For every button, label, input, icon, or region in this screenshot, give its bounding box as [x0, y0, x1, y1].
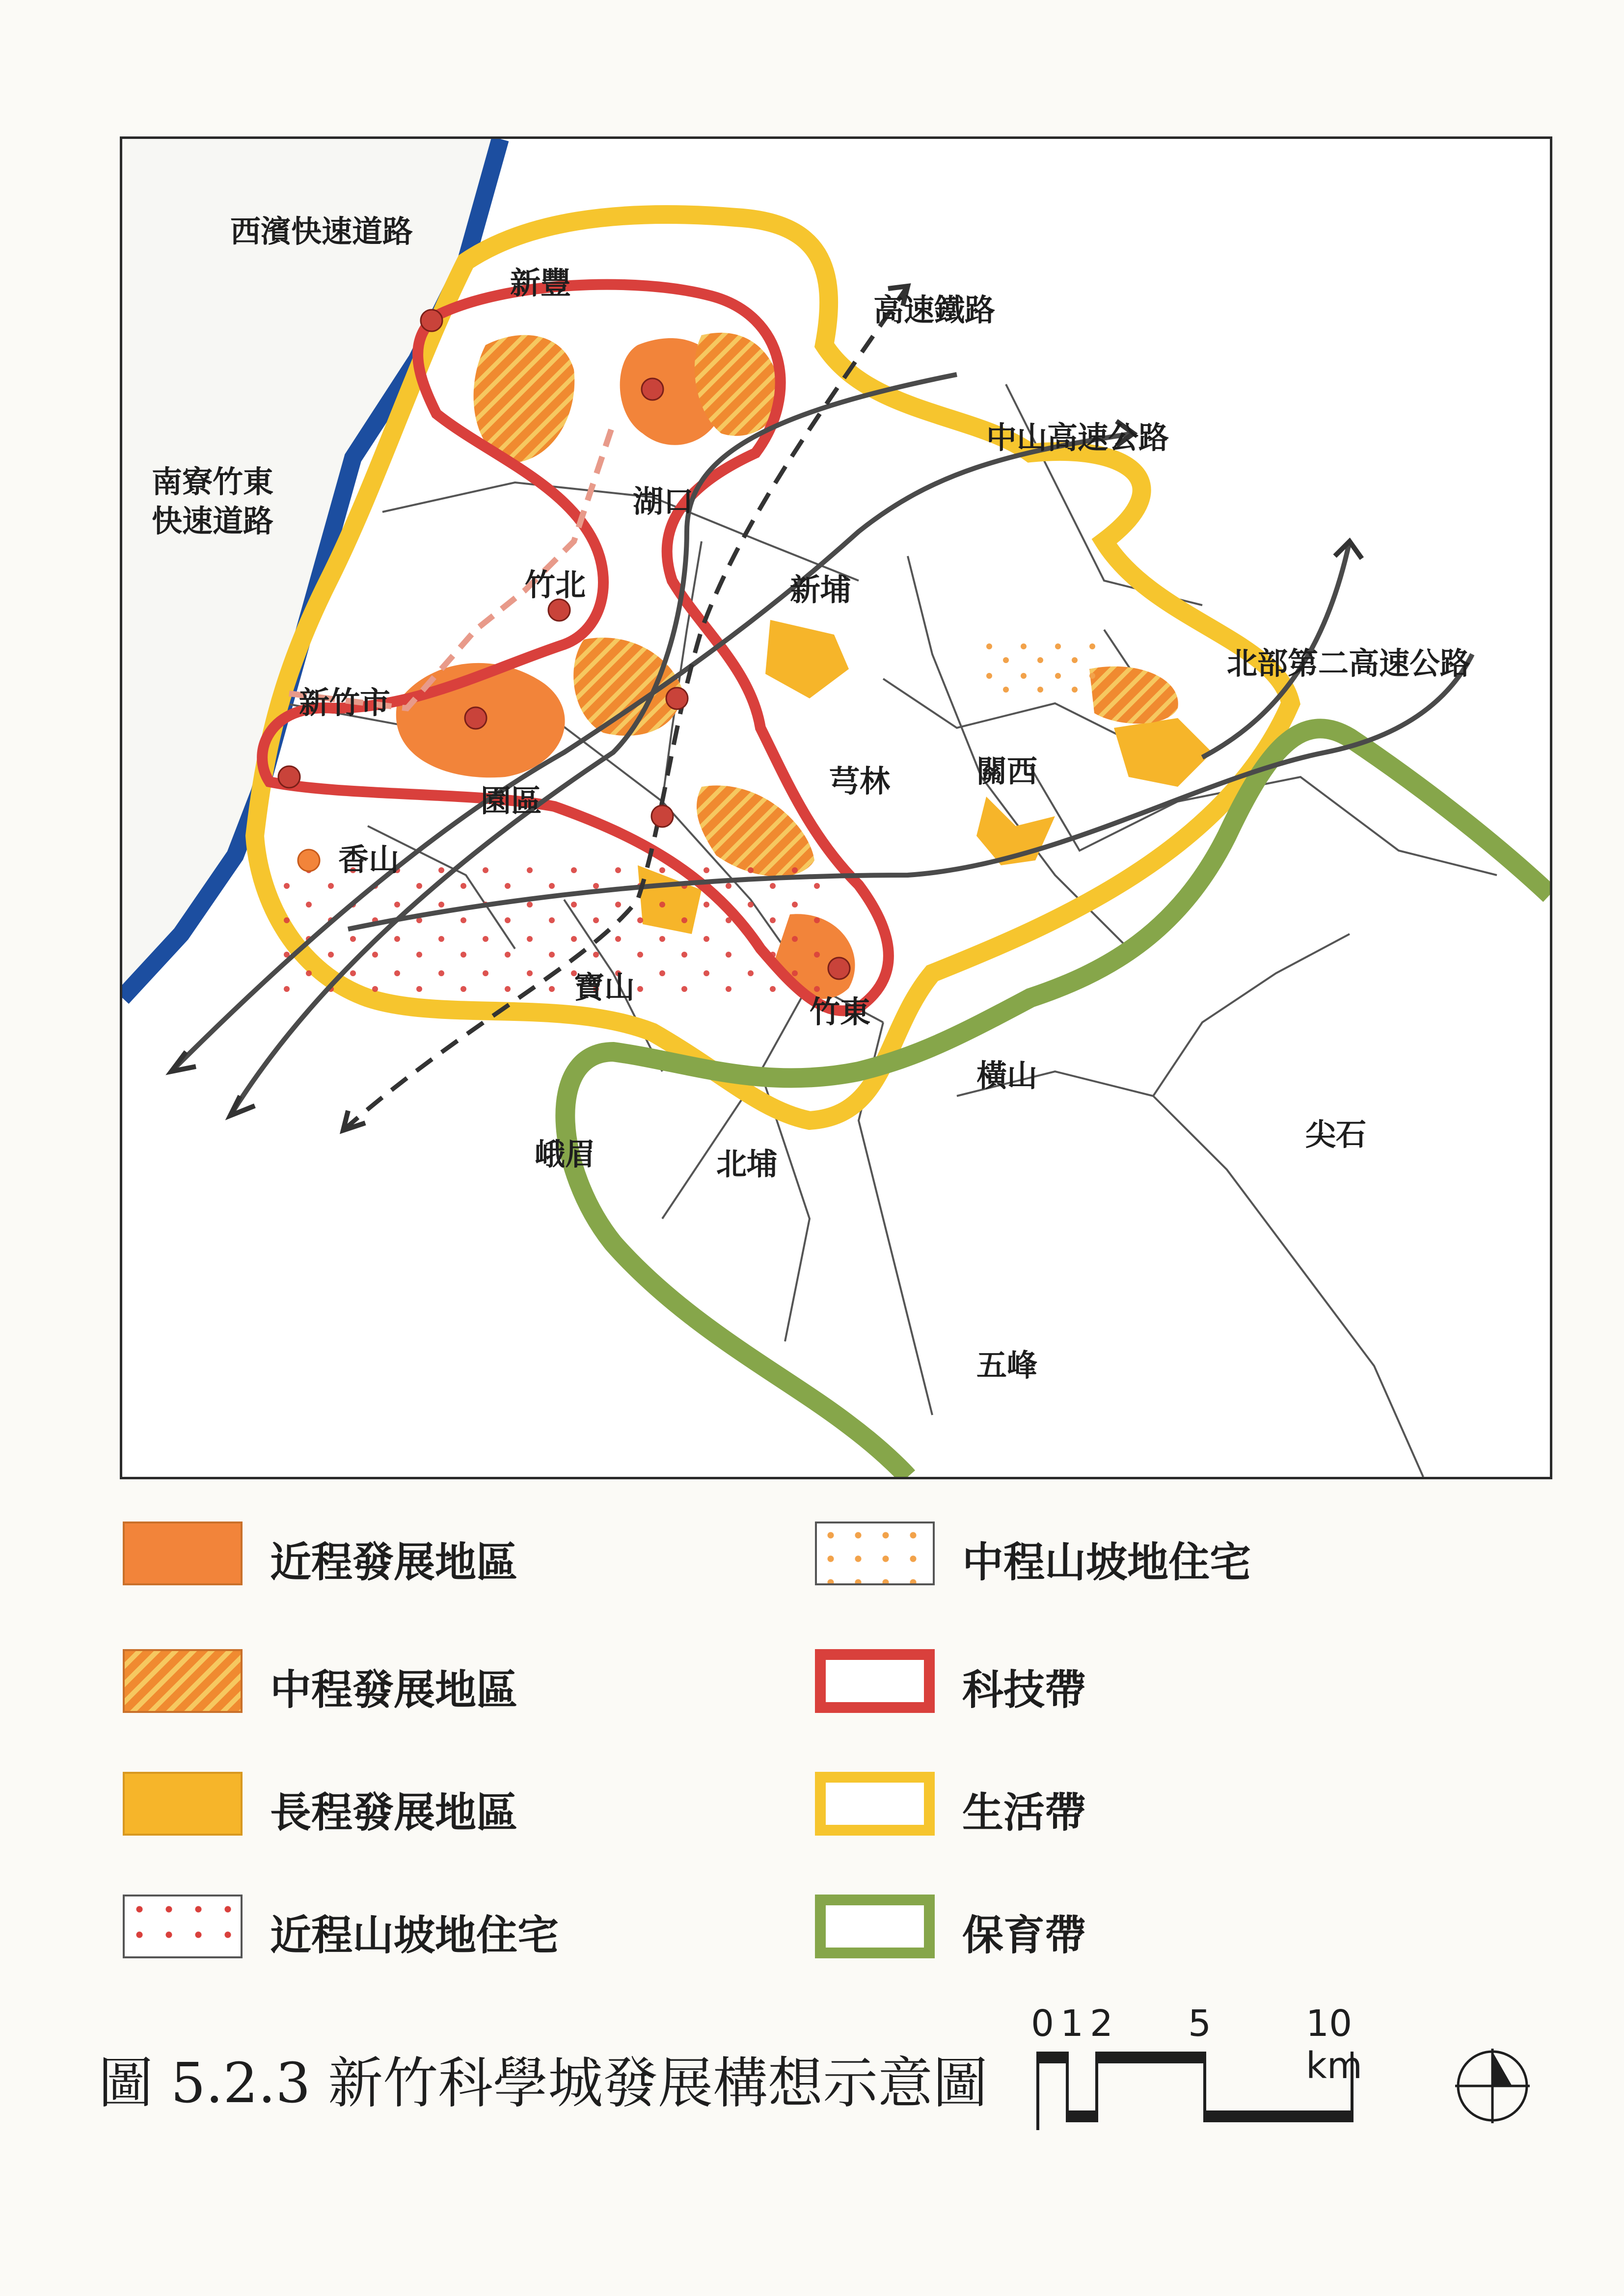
legend-swatch-mid-term-slope [815, 1522, 935, 1585]
label-freeway3: 北部第二高速公路 [1227, 645, 1471, 681]
label-hengshan: 橫山 [976, 1058, 1038, 1094]
scale-tick-5: 5 [1188, 2002, 1212, 2045]
map-frame [120, 136, 1552, 1479]
legend-label-near-term-dev: 近程發展地區 [270, 1538, 518, 1586]
legend-swatch-mid-term-dev [123, 1649, 243, 1713]
legend-swatch-near-term-slope [123, 1895, 243, 1958]
label-emei: 峨眉 [535, 1136, 596, 1172]
label-guanxi: 關西 [976, 753, 1038, 789]
label-beipu: 北埔 [716, 1146, 778, 1182]
label-qionglin: 芎林 [829, 763, 891, 799]
label-nanliao-expressway-2: 快速道路 [152, 503, 274, 539]
label-jianshi: 尖石 [1305, 1117, 1367, 1152]
legend-label-mid-term-dev: 中程發展地區 [270, 1666, 518, 1714]
legend-label-living-belt: 生活帶 [962, 1789, 1086, 1837]
legend-swatch-near-term-dev [123, 1522, 243, 1585]
map-canvas [122, 139, 1550, 1477]
label-xibin-expressway: 西濱快速道路 [230, 214, 413, 249]
label-zhongshan-freeway: 中山高速公路 [986, 420, 1169, 455]
mid-term-slope-zone [986, 640, 1104, 698]
label-xiangshan: 香山 [338, 842, 400, 878]
label-hsinchu-city: 新竹市 [299, 685, 391, 721]
legend-label-mid-term-slope: 中程山坡地住宅 [962, 1538, 1251, 1586]
legend-swatch-living-belt [815, 1772, 935, 1836]
legend-label-tech-belt: 科技帶 [962, 1666, 1086, 1714]
label-hukou: 湖口 [633, 483, 694, 519]
legend-label-conservation-belt: 保育帶 [962, 1911, 1086, 1959]
label-xinfeng: 新豐 [510, 265, 571, 301]
scale-bar-graphic [1031, 2047, 1384, 2135]
scale-tick-2: 2 [1090, 2002, 1113, 2045]
scale-tick-1: 1 [1060, 2002, 1084, 2045]
legend-label-near-term-slope: 近程山坡地住宅 [270, 1911, 559, 1959]
label-zhudong: 竹東 [810, 994, 871, 1030]
figure-caption: 圖 5.2.3 新竹科學城發展構想示意圖 [98, 2052, 988, 2115]
label-baoshan: 寶山 [574, 969, 635, 1005]
label-nanliao-expressway-1: 南寮竹東 [152, 464, 274, 500]
label-xinpu: 新埔 [790, 572, 851, 608]
label-park: 園區 [481, 783, 542, 819]
legend-swatch-long-term-dev [123, 1772, 243, 1836]
legend-swatch-tech-belt [815, 1649, 935, 1713]
label-zhubei: 竹北 [525, 567, 586, 603]
scale-tick-10: 10 km [1306, 2002, 1362, 2087]
label-wufeng: 五峰 [976, 1347, 1038, 1383]
legend-label-long-term-dev: 長程發展地區 [270, 1789, 518, 1837]
scale-bar [1031, 2002, 1384, 2130]
legend-swatch-conservation-belt [815, 1895, 935, 1958]
label-highspeed-rail: 高速鐵路 [873, 292, 996, 328]
scale-tick-0: 0 [1031, 2002, 1055, 2045]
north-arrow-icon [1453, 2047, 1532, 2125]
